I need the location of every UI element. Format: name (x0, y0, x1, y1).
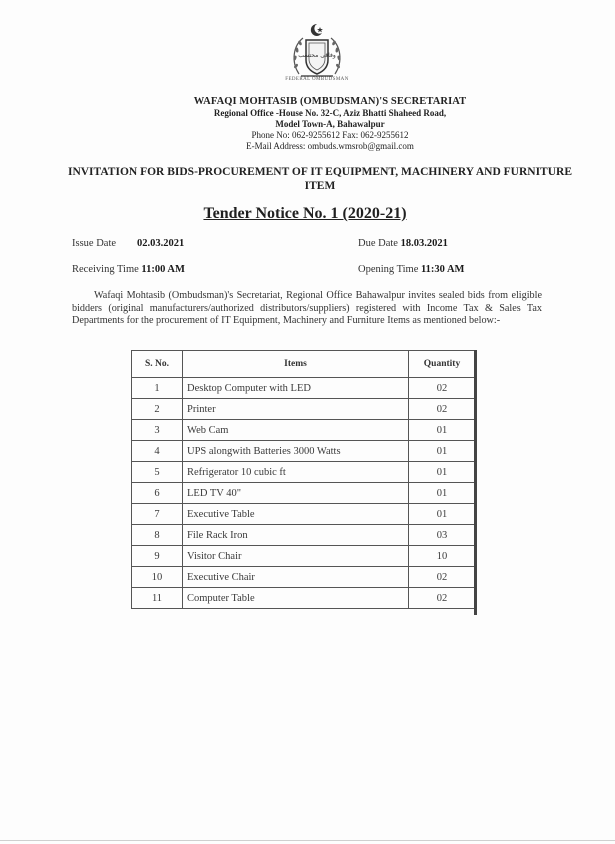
table-row (132, 483, 476, 504)
serial-cell: 6 (132, 483, 183, 504)
table-row (132, 399, 476, 420)
item-cell: UPS alongwith Batteries 3000 Watts (183, 441, 409, 462)
due-date-label: Due Date (358, 238, 398, 249)
due-date (358, 238, 448, 249)
tender-notice-title: Tender Notice No. 1 (2020-21) (203, 205, 407, 222)
serial-cell: 3 (132, 420, 183, 441)
items-table (131, 350, 476, 609)
secretariat-title: WAFAQI MOHTASIB (OMBUDSMAN)'S SECRETARIAT (193, 96, 467, 107)
emblem-caption: FEDERAL OMBUDSMAN (285, 77, 349, 82)
address-line-2: Model Town-A, Bahawalpur (275, 119, 385, 129)
quantity-cell: 03 (409, 525, 476, 546)
serial-cell: 11 (132, 588, 183, 609)
header-items: Items (183, 351, 409, 378)
table-row (132, 441, 476, 462)
issue-date (72, 238, 184, 249)
quantity-cell: 02 (409, 378, 476, 399)
page-bottom-edge (0, 840, 615, 841)
header-serial: S. No. (132, 351, 183, 378)
opening-time-value: 11:30 AM (421, 264, 465, 275)
quantity-cell: 10 (409, 546, 476, 567)
item-cell: Desktop Computer with LED (183, 378, 409, 399)
item-cell: Computer Table (183, 588, 409, 609)
item-cell: Printer (183, 399, 409, 420)
receiving-time-value: 11:00 AM (141, 264, 185, 275)
phone-fax: Phone No: 062-9255612 Fax: 062-9255612 (251, 130, 409, 140)
emblem-script: وفاقی محتسب (298, 52, 336, 59)
invitation-heading: INVITATION FOR BIDS-PROCUREMENT OF IT EQUIPMENT, MACHINERY AND FURNITURE ITEM (67, 166, 573, 192)
quantity-cell: 01 (409, 462, 476, 483)
table-row (132, 567, 476, 588)
opening-time-label: Opening Time (358, 264, 419, 275)
table-row (132, 525, 476, 546)
quantity-cell: 01 (409, 441, 476, 462)
item-cell: LED TV 40" (183, 483, 409, 504)
item-cell: Refrigerator 10 cubic ft (183, 462, 409, 483)
due-date-value: 18.03.2021 (400, 238, 448, 249)
header-quantity: Quantity (409, 351, 476, 378)
receiving-time (72, 264, 185, 275)
quantity-cell: 01 (409, 483, 476, 504)
table-edge-shadow (474, 350, 477, 615)
issue-date-value: 02.03.2021 (137, 238, 185, 249)
receiving-time-label: Receiving Time (72, 264, 139, 275)
quantity-cell: 01 (409, 420, 476, 441)
address-line-1: Regional Office -House No. 32-C, Aziz Bhatti Shaheed Road, (213, 108, 447, 118)
item-cell: Executive Table (183, 504, 409, 525)
table-row (132, 588, 476, 609)
issue-date-label: Issue Date (72, 238, 117, 249)
serial-cell: 7 (132, 504, 183, 525)
invitation-paragraph: Wafaqi Mohtasib (Ombudsman)'s Secretariat, Regional Office Bahawalpur invites sealed bids from eligible bidders (original manufacturers/authorized distributors/suppliers) registered with Income Tax & Sales Tax Departments for the procurement of IT Equipment, Machinery and Furniture Items as mentioned below:- (72, 290, 542, 326)
table-row (132, 420, 476, 441)
quantity-cell: 02 (409, 399, 476, 420)
quantity-cell: 02 (409, 567, 476, 588)
item-cell: Web Cam (183, 420, 409, 441)
serial-cell: 1 (132, 378, 183, 399)
serial-cell: 2 (132, 399, 183, 420)
serial-cell: 9 (132, 546, 183, 567)
opening-time (358, 264, 464, 275)
quantity-cell: 02 (409, 588, 476, 609)
table-row (132, 462, 476, 483)
serial-cell: 8 (132, 525, 183, 546)
item-cell: Executive Chair (183, 567, 409, 588)
table-header-row (132, 351, 476, 378)
item-cell: File Rack Iron (183, 525, 409, 546)
serial-cell: 4 (132, 441, 183, 462)
quantity-cell: 01 (409, 504, 476, 525)
table-row (132, 546, 476, 567)
table-row (132, 378, 476, 399)
email-address: E-Mail Address: ombuds.wmsrob@gmail.com (246, 141, 414, 151)
table-row (132, 504, 476, 525)
serial-cell: 10 (132, 567, 183, 588)
serial-cell: 5 (132, 462, 183, 483)
item-cell: Visitor Chair (183, 546, 409, 567)
